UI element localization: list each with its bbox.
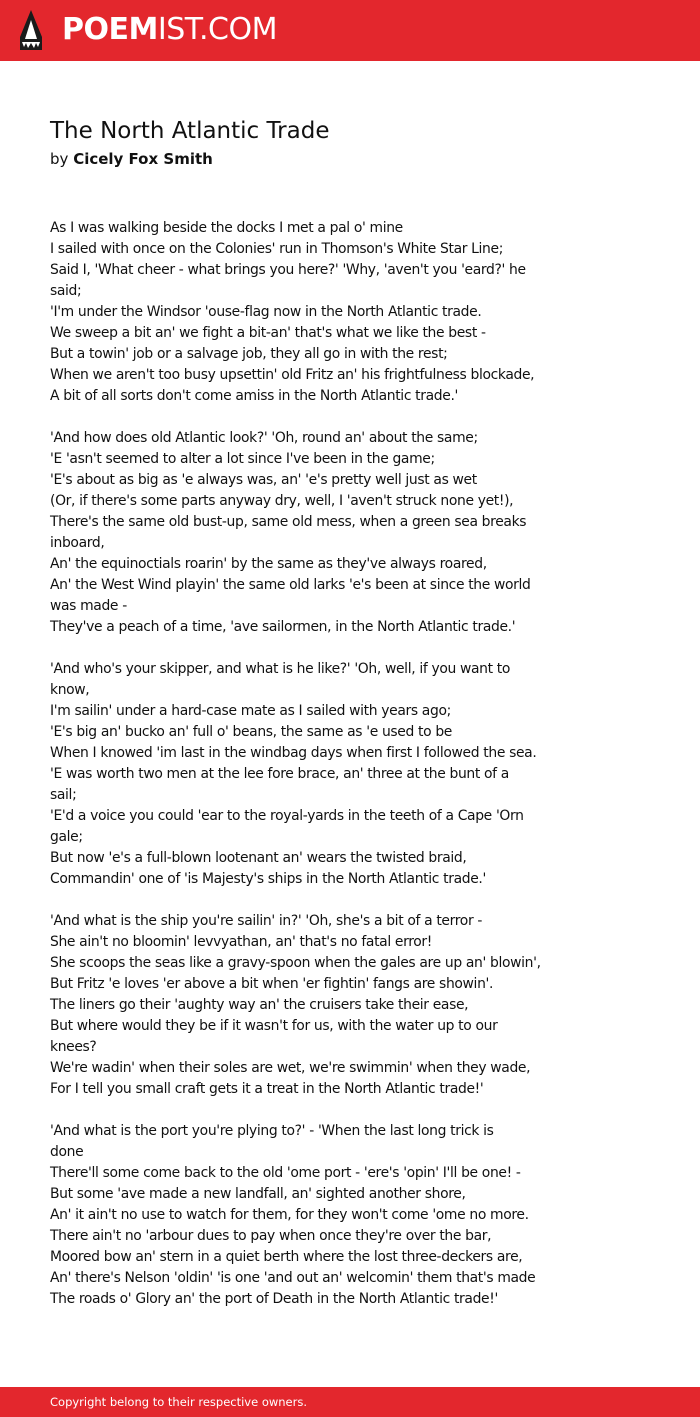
poem-line: For I tell you small craft gets it a treat in the North Atlantic trade!' — [50, 1081, 484, 1097]
poem-line: gale; — [50, 829, 83, 845]
poem-line: They've a peach of a time, 'ave sailormen, in the North Atlantic trade.' — [50, 619, 516, 635]
site-header — [0, 0, 700, 61]
stanza-break — [50, 890, 560, 911]
poem-line: But now 'e's a full-blown lootenant an' wears the twisted braid, — [50, 850, 467, 866]
author-name[interactable]: Cicely Fox Smith — [73, 150, 213, 168]
poem-line: knees? — [50, 1039, 97, 1055]
poem-line: know, — [50, 682, 90, 698]
poem-line: (Or, if there's some parts anyway dry, well, I 'aven't struck none yet!), — [50, 493, 514, 509]
logo-bold-text: POEM — [62, 12, 158, 47]
poem-line: 'And how does old Atlantic look?' 'Oh, round an' about the same; — [50, 430, 478, 446]
stanza-break — [50, 638, 560, 659]
poem-line: But a towin' job or a salvage job, they all go in with the rest; — [50, 346, 448, 362]
poem-line: An' the West Wind playin' the same old larks 'e's been at since the world — [50, 577, 531, 593]
poem-line: We're wadin' when their soles are wet, we're swimmin' when they wade, — [50, 1060, 531, 1076]
by-prefix: by — [50, 150, 69, 168]
poem-line: done — [50, 1144, 84, 1160]
poem-line: said; — [50, 283, 82, 299]
poem-line: The roads o' Glory an' the port of Death in the North Atlantic trade!' — [50, 1291, 498, 1307]
poem-line: But some 'ave made a new landfall, an' sighted another shore, — [50, 1186, 466, 1202]
poem-line: There'll some come back to the old 'ome port - 'ere's 'opin' I'll be one! - — [50, 1165, 521, 1181]
poem-line: 'E'd a voice you could 'ear to the royal-yards in the teeth of a Cape 'Orn — [50, 808, 524, 824]
poem-line: Said I, 'What cheer - what brings you here?' 'Why, 'aven't you 'eard?' he — [50, 262, 526, 278]
poem-line: Commandin' one of 'is Majesty's ships in the North Atlantic trade.' — [50, 871, 486, 887]
poem-line: As I was walking beside the docks I met a pal o' mine — [50, 220, 403, 236]
stanza-break — [50, 1100, 560, 1121]
site-logo[interactable] — [62, 12, 277, 48]
poem-line: 'And what is the ship you're sailin' in?' 'Oh, she's a bit of a terror - — [50, 913, 483, 929]
poem-line: When we aren't too busy upsettin' old Fritz an' his frightfulness blockade, — [50, 367, 535, 383]
poem-line: An' it ain't no use to watch for them, for they won't come 'ome no more. — [50, 1207, 529, 1223]
poem-line: sail; — [50, 787, 77, 803]
poem-line: We sweep a bit an' we fight a bit-an' that's what we like the best - — [50, 325, 486, 341]
poem-line: 'E was worth two men at the lee fore brace, an' three at the bunt of a — [50, 766, 509, 782]
pen-nib-icon[interactable] — [18, 9, 44, 51]
poem-byline — [50, 148, 213, 170]
poem-line: But where would they be if it wasn't for us, with the water up to our — [50, 1018, 498, 1034]
poem-line: But Fritz 'e loves 'er above a bit when 'er fightin' fangs are showin'. — [50, 976, 494, 992]
poem-line: 'E's big an' bucko an' full o' beans, the same as 'e used to be — [50, 724, 452, 740]
poem-line: The liners go their 'aughty way an' the cruisers take their ease, — [50, 997, 469, 1013]
poem-title: The North Atlantic Trade — [50, 118, 330, 144]
poem-line: There ain't no 'arbour dues to pay when once they're over the bar, — [50, 1228, 492, 1244]
poem-line: 'E's about as big as 'e always was, an' 'e's pretty well just as wet — [50, 472, 477, 488]
poem-line: 'And who's your skipper, and what is he like?' 'Oh, well, if you want to — [50, 661, 511, 677]
poem-line: An' there's Nelson 'oldin' 'is one 'and out an' welcomin' them that's made — [50, 1270, 536, 1286]
poem-line: I'm sailin' under a hard-case mate as I sailed with years ago; — [50, 703, 451, 719]
poem-body — [50, 218, 560, 1310]
poem-line: A bit of all sorts don't come amiss in the North Atlantic trade.' — [50, 388, 458, 404]
copyright-text: Copyright belong to their respective owners. — [50, 1395, 308, 1409]
poem-line: When I knowed 'im last in the windbag days when first I followed the sea. — [50, 745, 537, 761]
poem-line: She ain't no bloomin' levvyathan, an' that's no fatal error! — [50, 934, 433, 950]
poem-line: inboard, — [50, 535, 105, 551]
stanza-break — [50, 407, 560, 428]
poem-line: An' the equinoctials roarin' by the same as they've always roared, — [50, 556, 487, 572]
poem-line: 'I'm under the Windsor 'ouse-flag now in the North Atlantic trade. — [50, 304, 482, 320]
logo-light-text: IST.COM — [157, 12, 277, 47]
poem-line: was made - — [50, 598, 127, 614]
poem-line: She scoops the seas like a gravy-spoon when the gales are up an' blowin', — [50, 955, 541, 971]
poem-line: I sailed with once on the Colonies' run in Thomson's White Star Line; — [50, 241, 504, 257]
poem-line: 'E 'asn't seemed to alter a lot since I've been in the game; — [50, 451, 435, 467]
poem-line: Moored bow an' stern in a quiet berth where the lost three-deckers are, — [50, 1249, 523, 1265]
poem-line: There's the same old bust-up, same old mess, when a green sea breaks — [50, 514, 527, 530]
site-footer — [0, 1387, 700, 1417]
poem-line: 'And what is the port you're plying to?' - 'When the last long trick is — [50, 1123, 494, 1139]
